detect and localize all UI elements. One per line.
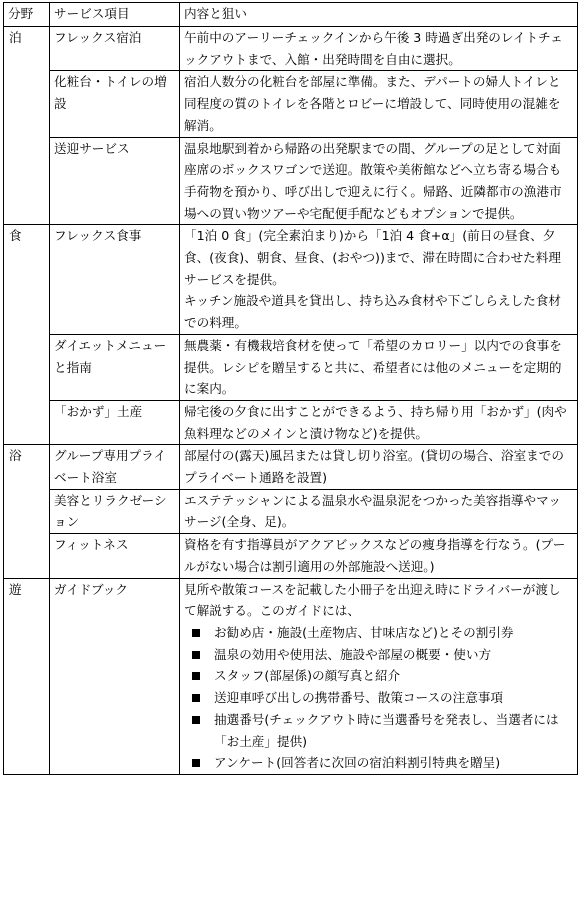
table-body: [4, 27, 578, 775]
content-cell: [180, 27, 578, 71]
table-row: [4, 534, 578, 578]
table-row: [4, 137, 578, 225]
bullet-item: 送迎車呼び出しの携帯番号、散策コースの注意事項: [184, 687, 573, 709]
service-cell: 美容とリラクゼーション: [50, 489, 180, 533]
service-cell: ダイエットメニューと指南: [50, 334, 180, 400]
table-row: [4, 27, 578, 71]
service-cell: ガイドブック: [50, 578, 180, 774]
content-paragraph: キッチン施設や道具を貸出し、持ち込み食材や下ごしらえした食材での料理。: [184, 293, 561, 331]
header-content: 内容と狙い: [180, 3, 578, 27]
category-cell: 浴: [4, 445, 50, 578]
table-row: [4, 578, 578, 774]
service-cell: 「おかず」土産: [50, 400, 180, 444]
bullet-item: スタッフ(部屋係)の顔写真と紹介: [184, 665, 573, 687]
category-cell: 食: [4, 225, 50, 445]
content-paragraph: 見所や散策コースを記載した小冊子を出迎え時にドライバーが渡して解説する。このガイドには、: [184, 581, 561, 619]
content-paragraph: 「1泊 0 食」(完全素泊まり)から「1泊 4 食+α」(前日の昼食、夕食、(夜食)、朝食、昼食、(おやつ))まで、滞在時間に合わせた料理サービスを提供。: [184, 228, 561, 287]
service-document: [3, 2, 577, 775]
content-paragraph: 無農薬・有機栽培食材を使って「希望のカロリー」以内での食事を提供。レシピを贈呈すると共に、希望者には他のメニューを定期的に案内。: [184, 337, 562, 397]
content-cell: [180, 71, 578, 137]
bullet-item: お勧め店・施設(土産物店、甘味店など)とその割引券: [184, 622, 573, 644]
service-cell: フィットネス: [50, 534, 180, 578]
content-cell: [180, 489, 578, 533]
bullet-item: 温泉の効用や使用法、施設や部屋の概要・使い方: [184, 644, 573, 666]
service-cell: 送迎サービス: [50, 137, 180, 225]
service-table: [3, 2, 578, 775]
bullet-item: 抽選番号(チェックアウト時に当選番号を発表し、当選者には「お土産」提供): [184, 709, 573, 752]
content-paragraph: 部屋付の(露天)風呂または貸し切り浴室。(貸切の場合、浴室までのプライベート通路を設置): [184, 448, 564, 486]
content-cell: [180, 445, 578, 489]
bullet-item: アンケート(回答者に次回の宿泊料割引特典を贈呈): [184, 752, 573, 774]
content-paragraph: 帰宅後の夕食に出すことができるよう、持ち帰り用「おかず」(肉や魚料理などのメインと漬け物など)を提供。: [184, 403, 567, 441]
table-row: [4, 225, 578, 335]
content-paragraph: エステテッシャンによる温泉水や温泉泥をつかった美容指導やマッサージ(全身、足)。: [184, 492, 561, 530]
header-service: サービス項目: [50, 3, 180, 27]
content-cell: [180, 400, 578, 444]
table-row: [4, 489, 578, 533]
table-header-row: [4, 3, 578, 27]
service-cell: 化粧台・トイレの増設: [50, 71, 180, 137]
bullet-list: [184, 622, 573, 774]
table-row: [4, 334, 578, 400]
content-cell: [180, 334, 578, 400]
content-cell: [180, 225, 578, 335]
content-cell: [180, 578, 578, 774]
service-cell: フレックス食事: [50, 225, 180, 335]
table-row: [4, 71, 578, 137]
content-paragraph: 午前中のアーリーチェックインから午後 3 時過ぎ出発のレイトチェックアウトまで、入館・出発時間を自由に選択。: [184, 30, 563, 67]
header-category: 分野: [4, 3, 50, 27]
table-row: [4, 445, 578, 489]
content-paragraph: 資格を有す指導員がアクアビックスなどの痩身指導を行なう。(プールがない場合は割引適用の外部施設へ送迎。): [184, 537, 566, 574]
content-paragraph: 宿泊人数分の化粧台を部屋に準備。また、デパートの婦人トイレと同程度の質のトイレを各階とロビーに増設して、同時使用の混雑を解消。: [184, 74, 561, 133]
content-cell: [180, 534, 578, 578]
content-paragraph: 温泉地駅到着から帰路の出発駅までの間、グループの足として対面座席のボックスワゴンで送迎。散策や美術館などへ立ち寄る場合も手荷物を預かり、呼び出しで迎えに行く。帰路、近隣都市の漁港市場への買い物ツアーや宅配便手配などもオプションで提供。: [184, 140, 562, 221]
table-row: [4, 400, 578, 444]
service-cell: グループ専用プライベート浴室: [50, 445, 180, 489]
service-cell: フレックス宿泊: [50, 27, 180, 71]
category-cell: 泊: [4, 27, 50, 225]
content-cell: [180, 137, 578, 225]
category-cell: 遊: [4, 578, 50, 774]
